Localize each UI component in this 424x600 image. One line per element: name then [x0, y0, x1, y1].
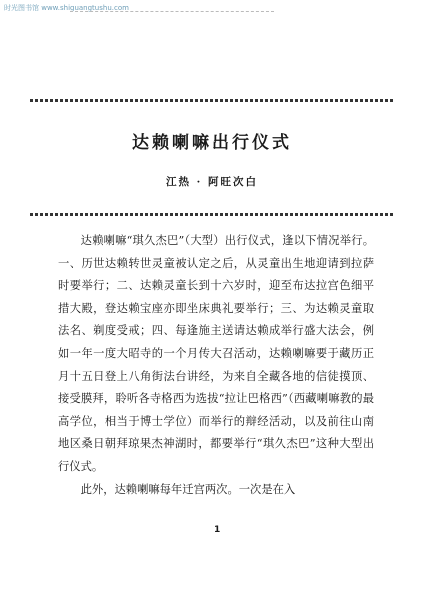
paragraph-1: 达赖喇嘛“琪久杰巴”（大型）出行仪式，逢以下情况举行。一、历世达赖转世灵童被认定之后，从灵童出生地迎请到拉萨时要举行；二、达赖灵童长到十六岁时，迎至布达拉宫色细平措大殿，登达赖宝座亦即坐床典礼要举行；三、为达赖灵童取法名、剃度受戒；四、每逢施主送请达赖成举行盛大法会，例如一年一度大昭寺的一个月传大召活动，达赖喇嘛要于藏历正月十五日登上八角街法台讲经，为来自全藏各地的信徒摸顶、接受膜拜，聆听各寺格西为选拔“拉让巴格西”（西藏喇嘛教的最高学位，相当于博士学位）而举行的辩经活动，以及前往山南地区桑日朝拜琼果杰神湖时，都要举行“琪久杰巴”这种大型出行仪式。 [58, 234, 374, 473]
paragraph-2: 此外，达赖喇嘛每年迁宫两次。一次是在入 [80, 482, 296, 496]
article-body [58, 230, 374, 501]
top-divider [70, 11, 274, 13]
article-title: 达赖喇嘛出行仪式 [132, 133, 292, 153]
title-top-rule [30, 99, 394, 102]
title-bottom-rule [30, 213, 394, 216]
watermark-text: 时光图书馆 www.shiguangtushu.com [4, 4, 129, 12]
page-number: 1 [214, 525, 221, 535]
article-author: 江热 · 阿旺次白 [166, 176, 258, 188]
